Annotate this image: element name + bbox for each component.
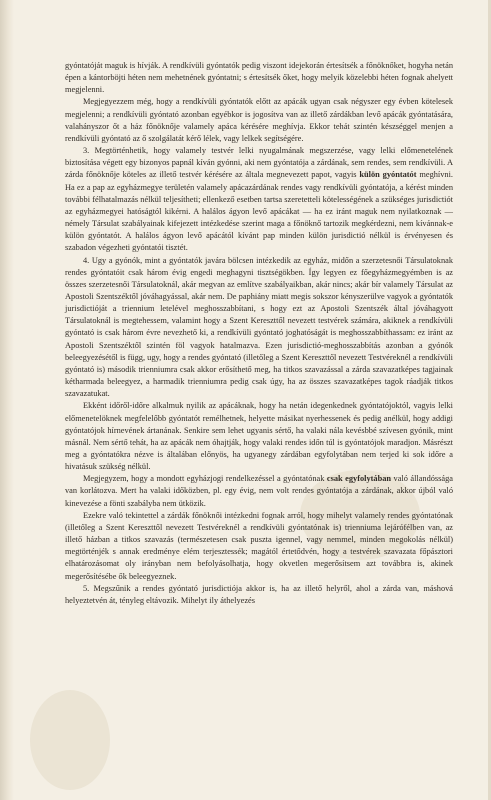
paragraph-text: Ekként időről-időre alkalmuk nyilik az apácáknak, hogy ha netán idegenkednek gyóntatójoktól, vagyis lelki előmenetelöknek megfelelőbb gyóntatót remélhetnek, helyette másikat nyerhessenek és pedig anélkül, hogy addigi gyóntatójok hírnevének ártanának. Senkire sem lehet ugyanis sértő, ha valaki nála kevésbbé szívesen gyónik, mint másnál. Nem sértő tehát, ha az apácák nem óhajtják, hogy valaki rendes időn túl is gyóntatójok maradjon. Másrészt meg a gyóntatókra nézve is általában előnyös, ha ugyanegy zárdában egyfolytában nem terjed ki sok időre a hivatásuk szükség nélkül. [65,401,453,472]
paragraph-text: 4. Ugy a gyónók, mint a gyóntatók javára bölcsen intézkedik az egyház, midőn a szerzetesnői Társulatoknak rendes gyóntatóit csak három évig engedi meghagyni tisztségökben. Így legyen ez főegyházmegyémben is az összes szerzetesnői Társulatoknál, akár megvan az említve szabályaikban, akár nincs; akár bír valamely Társulat az Apostoli Szentszéktől jóváhagyással, akár nem. De paphiány miatt megis sokszor kényszerülve vagyok a gyóntatók jurisdictióját a triennium letelével meghosszabbítani, s hogy ezt az Apostoli Szentszék által jóváhagyott Társulatoknál is megtehessem, valamint hogy a Szent Kereszttől nevezett testvérek számára, akiknek a rendkívüli gyóntató is csak három évre nevezhető ki, a rendkívüli gyóntató joghatóságát is meghosszabbíthassam: ez iránt az Apostoli Szentszéktől szintén föl vagyok hatalmazva. Ezen jurisdictió-meghosszabbítás azonban a gyónók beleegyezésétől is függ, ugy, hogy a rendes gyóntató (illetőleg a Szent Kereszttől nevezett Testvéreknél a rendkívüli gyóntató is) második trienniumra csak akkor erősíthető meg, ha titkos szavazással a zárda szavazatképes tagjainak kétharmada beleegyez, a harmadik trienniumra pedig csak úgy, ha az összes szavazatképes tagok ráadják titkos szavazatukat. [65,255,453,399]
emphasized-text: csak egyfolytában [326,474,392,484]
paragraph [65,60,453,96]
paragraph [65,583,453,607]
paragraph [65,400,453,473]
paragraph-text: meghívni. Ha ez a pap az egyházmegye területén valamely apácazárdának rendes vagy rendkívüli gyóntatója, a kérést minden további félhatalmazás nélkül teljesítheti; ellenkező esetben tartsa szeretetteli kötelességének a szükséges jurisdictiót az egyházmegyei hatóságtól kikérni. A halálos ágyon levő apácákat — ha ez iránt maguk nem nyilatkoznak — némely Társulat szabályainak kifejezett intézkedése szerint maga a főnöknő tartozik megkérdezni, nem kívánnak-e külön gyóntatót. A halálos ágyon levő apácától kívánt pap minden külön jurisdictió nélkül is érvényesen és szabadon végezheti gyóntatói tisztét. [65,170,453,253]
paragraph-text: Megjegyezzem még, hogy a rendkívüli gyóntatók előtt az apácák ugyan csak négyszer egy évben kötelesek megjelenni; a rendkívüli gyóntató azonban egyébkor is jogosítva van az illető zárdákban levő apácák gyóntatására, valahányszor őt a ház főnöknője valamely apáca kérésére meghívja. Ekkor tehát szintén készséggel menjen a rendkívüli gyóntató az ő szolgálatát kérő lélek, vagy lelkek segítségére. [65,97,453,143]
paper-stain [30,690,110,790]
paragraph-text: Megjegyzem, hogy a mondott egyházjogi rendelkezéssel a gyóntatónak [83,474,327,484]
page-spine-shadow [0,0,14,800]
paragraph [65,473,453,509]
paragraph-text: való állandóssága van korlátozva. Mert ha valaki időközben, pl. egy évig, nem volt rendes gyóntatója a zárdának, akkor újból való kinevezése a fönti szabályba nem ütközik. [65,474,454,508]
paragraph-text: gyóntatóját maguk is hívják. A rendkívüli gyóntatók pedig viszont idejekorán értesítsék a főnöknőket, hogyha netán épen a kántorböjti héten nem mehetnének gyóntatni; s értesítsék őket, hogy melyik közelebbi héten fognak ahelyett megjelenni. [65,61,453,95]
paragraph-text: 5. Megszűnik a rendes gyóntató jurisdictiója akkor is, ha az illető helyről, ahol a zárda van, máshová helyeztetvén át, tényleg eltávozik. Mihelyt ily áthelyezés [65,583,453,605]
paragraph [65,510,453,583]
paragraph [65,255,453,401]
paragraph-text: 3. Megtörténhetik, hogy valamely testvér lelki nyugalmának megszerzése, vagy lelki előmenetelének biztosítása végett egy bizonyos papnál kíván gyónni, aki nem gyóntatója a zárdának, sem rendes, sem rendkívüli. A zárda főnöknője köteles az illető testvér kérésére az általa megnevezett papot, vagyis [65,146,453,180]
paragraph [65,145,453,254]
emphasized-text: külön gyóntatót [359,170,417,180]
paragraph-text: Ezekre való tekintettel a zárdák főnöknői intézkedni fognak arról, hogy mihelyt valamely rendes gyóntatónak (illetőleg a Szent Kereszttől nevezett Testvéreknél a rendkívüli gyóntatónak is) trienniuma lejárófélben van, az illető házban a titkos szavazás (természetesen csak puszta igennel, vagy nemmel, minden megokolás nélkül) megtörténjék s annak eredménye elém terjesztessék; magától értetődvén, hogy a testvérek szavazata főpásztori elhatározásomat oly irányban nem befolyásolhatja, hogy okvetlen megerősítsem azt továbbra is, akinek megerősítésébe ők beleegyeznek. [65,510,453,581]
body-text [65,60,453,607]
paragraph [65,96,453,145]
